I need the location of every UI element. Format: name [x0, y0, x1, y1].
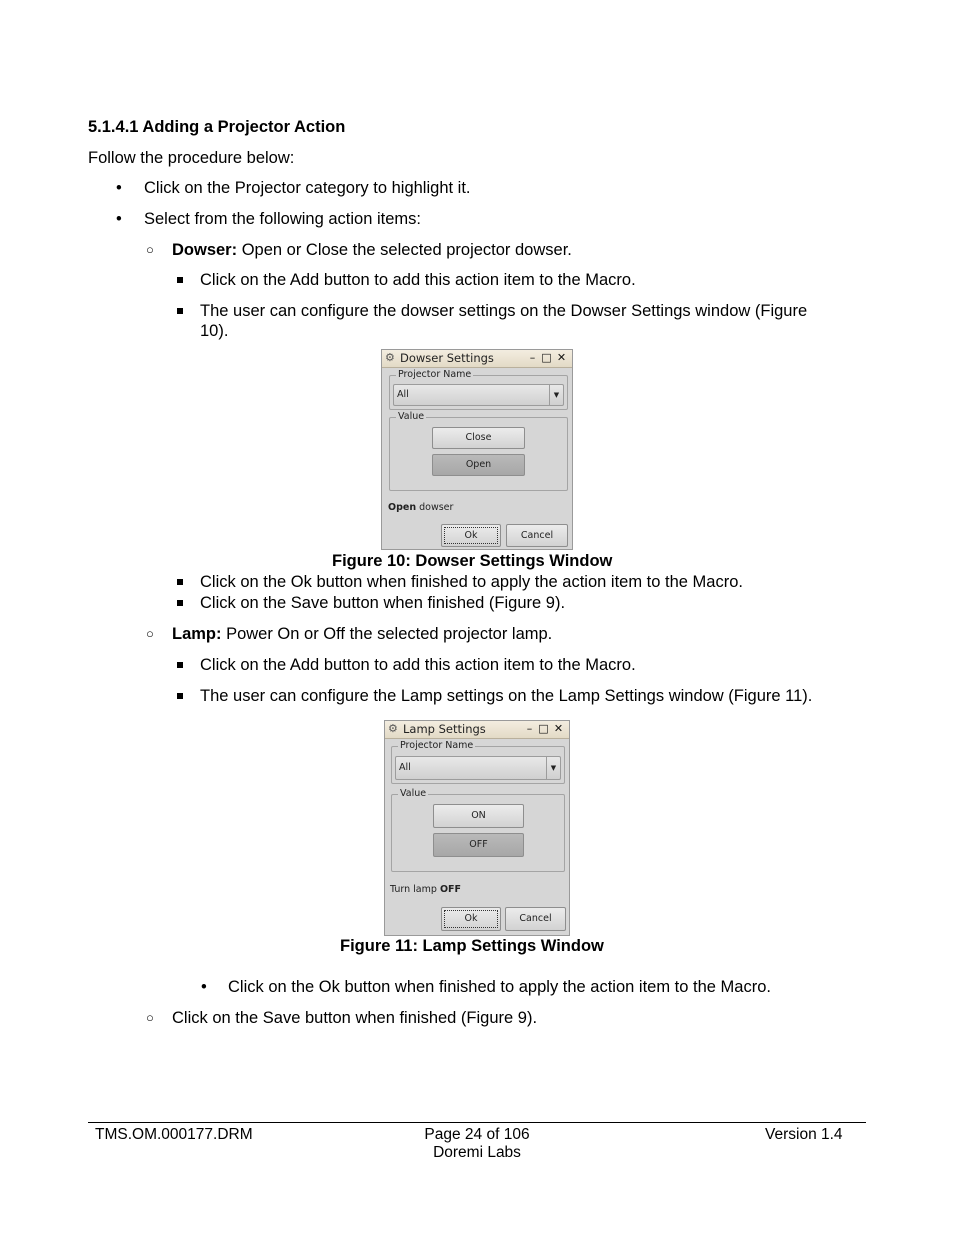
footer-divider [88, 1122, 866, 1123]
square-marker [177, 693, 183, 699]
square-marker [177, 308, 183, 314]
value-group [389, 411, 568, 491]
dowser-step-configure: The user can configure the dowser settings on the Dowser Settings window (Figure [200, 302, 808, 320]
figure-11-caption: Figure 11: Lamp Settings Window [340, 937, 604, 955]
footer-page-number: Page 24 of 106 [424, 1126, 530, 1143]
status-rest: dowser [416, 502, 454, 513]
group-label: Value [398, 411, 425, 422]
footer-version: Version 1.4 [765, 1126, 843, 1143]
square-marker [177, 277, 183, 283]
close-icon[interactable]: ✕ [553, 722, 564, 735]
status-bold: Open [388, 502, 417, 513]
dowser-step-add: Click on the Add button to add this action item to the Macro. [200, 271, 636, 289]
lamp-label: Lamp: [172, 625, 222, 643]
square-marker [177, 600, 183, 606]
title-bar [385, 721, 569, 739]
select-value: All [399, 762, 411, 773]
maximize-icon[interactable]: □ [538, 722, 549, 735]
final-step-save: Click on the Save button when finished (Figure 9). [172, 1009, 538, 1027]
cancel-button[interactable]: Cancel [506, 524, 568, 547]
step-select-category: Click on the Projector category to highlight it. [144, 179, 471, 197]
lamp-step-add: Click on the Add button to add this action item to the Macro. [200, 656, 636, 674]
gear-icon: ⚙ [388, 722, 398, 735]
group-label: Projector Name [398, 369, 472, 380]
projector-name-select[interactable] [393, 384, 564, 406]
dowser-step-ok: Click on the Ok button when finished to apply the action item to the Macro. [200, 573, 743, 591]
value-group [391, 788, 565, 872]
dowser-item [172, 240, 572, 260]
square-marker [177, 579, 183, 585]
open-dowser-button[interactable]: Open [432, 454, 525, 476]
bullet-marker: • [201, 978, 207, 996]
gear-icon: ⚙ [385, 351, 395, 364]
status-rest: Turn lamp [390, 884, 440, 895]
projector-name-group [391, 740, 565, 784]
step-select-action: Select from the following action items: [144, 210, 421, 228]
figure-10-caption: Figure 10: Dowser Settings Window [332, 552, 613, 570]
lamp-off-button[interactable]: OFF [433, 833, 524, 857]
title-bar [382, 350, 572, 368]
dowser-step-save: Click on the Save button when finished (Figure 9). [200, 594, 566, 612]
dowser-settings-window [381, 349, 573, 550]
lamp-description: Power On or Off the selected projector lamp. [221, 625, 553, 643]
dowser-step-configure-cont: 10). [200, 322, 229, 340]
status-bold: OFF [439, 884, 461, 895]
ok-button[interactable]: Ok [441, 907, 501, 931]
chevron-down-icon: ▼ [549, 385, 563, 405]
group-label: Projector Name [400, 740, 474, 751]
circle-marker: ○ [146, 242, 154, 257]
dowser-label: Dowser: [172, 241, 238, 259]
intro-text: Follow the procedure below: [88, 149, 295, 167]
footer-company: Doremi Labs [433, 1144, 521, 1161]
dowser-description: Open or Close the selected projector dowser. [237, 241, 572, 259]
ok-button[interactable]: Ok [441, 524, 501, 547]
close-dowser-button[interactable]: Close [432, 427, 525, 449]
cancel-button[interactable]: Cancel [505, 907, 566, 931]
bullet-marker: • [116, 179, 122, 197]
window-title: Dowser Settings [400, 351, 494, 365]
minimize-icon[interactable]: – [526, 722, 533, 735]
bullet-marker: • [116, 210, 122, 228]
select-value: All [397, 389, 409, 400]
chevron-down-icon: ▼ [546, 757, 560, 779]
square-marker [177, 662, 183, 668]
section-heading: 5.1.4.1 Adding a Projector Action [88, 118, 346, 136]
status-text [388, 502, 453, 514]
maximize-icon[interactable]: □ [541, 351, 552, 364]
lamp-settings-window [384, 720, 570, 936]
group-label: Value [400, 788, 427, 799]
lamp-step-ok: Click on the Ok button when finished to apply the action item to the Macro. [228, 978, 771, 996]
close-icon[interactable]: ✕ [556, 351, 567, 364]
lamp-on-button[interactable]: ON [433, 804, 524, 828]
lamp-step-configure: The user can configure the Lamp settings on the Lamp Settings window (Figure 11). [200, 687, 813, 705]
footer-doc-id: TMS.OM.000177.DRM [95, 1126, 253, 1143]
lamp-item [172, 624, 552, 644]
projector-name-group [389, 369, 568, 410]
circle-marker: ○ [146, 626, 154, 641]
window-title: Lamp Settings [403, 722, 486, 736]
circle-marker: ○ [146, 1010, 154, 1025]
projector-name-select[interactable] [395, 756, 561, 780]
minimize-icon[interactable]: – [529, 351, 536, 364]
status-text [390, 884, 461, 896]
